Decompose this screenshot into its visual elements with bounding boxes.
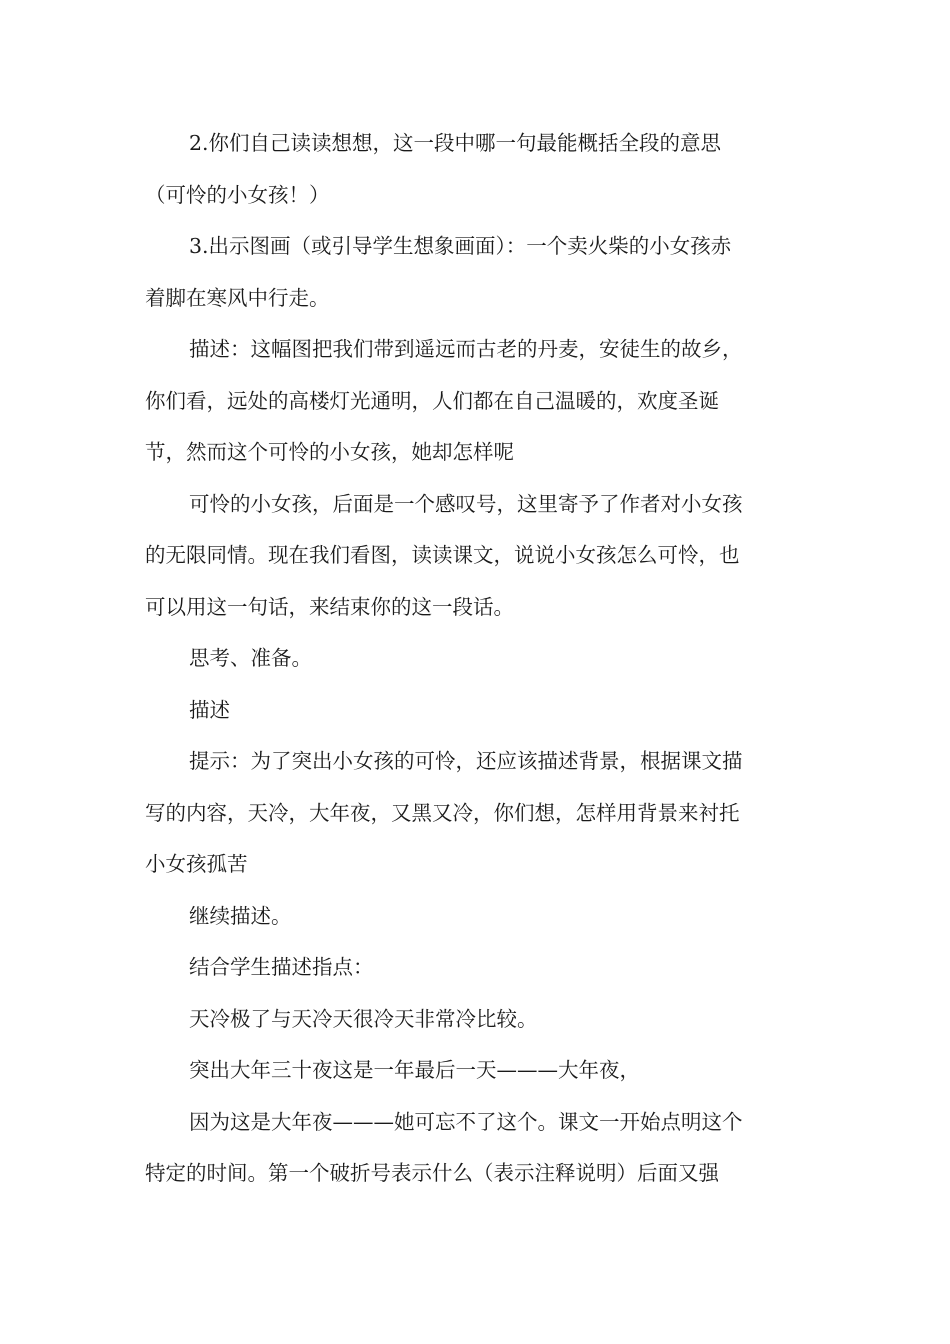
text-line: 的无限同情。现在我们看图，读读课文，说说小女孩怎么可怜，也: [145, 543, 740, 567]
paragraph: [145, 736, 795, 891]
paragraph: [145, 685, 795, 737]
paragraph: [145, 891, 795, 943]
text-line: 描述: [189, 697, 230, 722]
text-line: 写的内容，天冷，大年夜，又黑又冷，你们想，怎样用背景来衬托: [145, 800, 740, 825]
paragraph: [145, 479, 795, 634]
text-line: 2.你们自己读读想想，这一段中哪一句最能概括全段的意思: [189, 131, 722, 155]
text-line: 可以用这一句话，来结束你的这一段话。: [145, 594, 514, 619]
paragraph: [145, 324, 795, 479]
text-line: 提示：为了突出小女孩的可怜，还应该描述背景，根据课文描: [189, 749, 743, 773]
text-line: （可怜的小女孩！）: [145, 182, 330, 207]
paragraph: [145, 633, 795, 685]
text-line: 思考、准备。: [189, 646, 312, 670]
text-line: 突出大年三十夜这是一年最后一天———大年夜，: [189, 1058, 640, 1082]
text-line: 天冷极了与天冷天很冷天非常冷比较。: [189, 1006, 538, 1031]
paragraph: [145, 1045, 795, 1097]
paragraph: [145, 118, 795, 221]
paragraph: [145, 994, 795, 1046]
paragraph: [145, 1097, 795, 1200]
text-line: 你们看，远处的高楼灯光通明，人们都在自己温暖的，欢度圣诞: [145, 388, 719, 413]
text-line: 因为这是大年夜———她可忘不了这个。课文一开始点明这个: [189, 1109, 743, 1134]
document-body: [145, 118, 795, 1200]
paragraph: [145, 221, 795, 324]
text-line: 描述：这幅图把我们带到遥远而古老的丹麦，安徒生的故乡，: [189, 337, 743, 361]
text-line: 可怜的小女孩，后面是一个感叹号，这里寄予了作者对小女孩: [189, 491, 743, 516]
text-line: 着脚在寒风中行走。: [145, 285, 330, 310]
text-line: 特定的时间。第一个破折号表示什么（表示注释说明）后面又强: [145, 1161, 719, 1185]
text-line: 继续描述。: [189, 903, 292, 928]
text-line: 3.出示图画（或引导学生想象画面）：一个卖火柴的小女孩赤: [189, 234, 732, 258]
text-line: 节，然而这个可怜的小女孩，她却怎样呢: [145, 440, 514, 464]
paragraph: [145, 942, 795, 994]
text-line: 结合学生描述指点：: [189, 955, 374, 979]
text-line: 小女孩孤苦: [145, 852, 248, 876]
